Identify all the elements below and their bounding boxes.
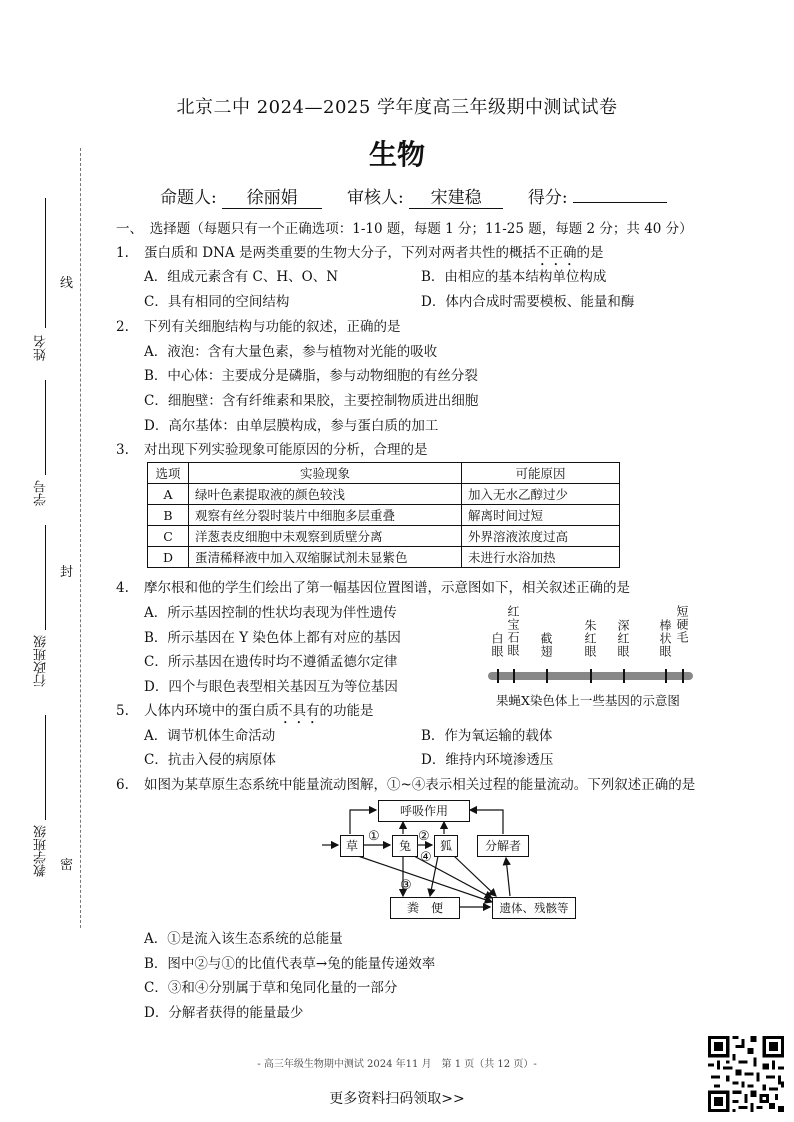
flow-label-2: ② [418, 829, 430, 844]
rabbit-box: 兔 [392, 835, 418, 857]
q6-option-c[interactable]: C．③和④分别属于草和兔同化量的一部分 [144, 980, 398, 996]
binding-mark-seal: 封 [60, 565, 74, 580]
flow-label-4: ④ [420, 850, 432, 865]
q5-option-d[interactable]: D．维持内环境渗透压 [421, 752, 554, 768]
score-label: 得分: [527, 188, 568, 208]
page-footer: - 高三年级生物期中测试 2024 年11 月 第 1 页（共 12 页）- [257, 1059, 537, 1070]
feces-box: 粪 便 [390, 897, 460, 919]
energy-flow-diagram [320, 798, 590, 920]
table-cell: 蛋清稀释液中加入双缩脲试剂未显紫色 [189, 547, 462, 568]
name-label: 姓名 [34, 335, 49, 361]
table-header-row [148, 463, 620, 484]
qr-code-icon[interactable] [708, 1034, 784, 1114]
q2-stem [116, 315, 401, 335]
table-cell: D [148, 547, 189, 568]
q2-option-c[interactable]: C．细胞壁：含有纤维素和果胶，主要控制物质进出细胞 [144, 393, 479, 409]
q4-option-b[interactable]: B．所示基因在 Y 染色体上都有对应的基因 [144, 630, 401, 646]
q3-number: 3. [116, 442, 129, 458]
q5-option-a[interactable]: A．调节机体生命活动 [144, 728, 276, 744]
name-fill-line[interactable] [45, 198, 46, 328]
teach-class-fill-line[interactable] [45, 715, 46, 820]
q2-option-b[interactable]: B．中心体：主要成分是磷脂，参与动物细胞的有丝分裂 [144, 368, 478, 384]
q6-option-d[interactable]: D．分解者获得的能量最少 [144, 1005, 304, 1021]
table-cell: 外界溶液浓度过高 [462, 526, 620, 547]
table-row [148, 526, 620, 547]
setter-label: 命题人: [160, 188, 217, 208]
admin-class-label: 行政班级 [34, 635, 49, 687]
q5-stem [116, 699, 374, 727]
q1-emphasis: 不正确 [535, 245, 577, 261]
q1-number: 1. [116, 245, 129, 261]
table-cell: B [148, 505, 189, 526]
subject-title: 生物 [368, 138, 425, 171]
chromosome-diagram [486, 600, 696, 710]
q2-option-a[interactable]: A．液泡：含有大量色素，参与植物对光能的吸收 [144, 344, 438, 360]
gene-label: 深红眼 [616, 619, 630, 658]
q5-option-c[interactable]: C．抗击入侵的病原体 [144, 752, 276, 768]
respiration-box: 呼吸作用 [378, 800, 470, 822]
decomposer-box: 分解者 [477, 835, 529, 857]
table-cell: A [148, 484, 189, 505]
reviewer-name: 宋建稳 [409, 183, 503, 209]
q4-stem-text: 摩尔根和他的学生们绘出了第一幅基因位置图谱，示意图如下，相关叙述正确的是 [144, 580, 630, 596]
q3-stem-text: 对出现下列实验现象可能原因的分析，合理的是 [144, 442, 428, 458]
admin-class-fill-line[interactable] [45, 525, 46, 630]
q6-stem [116, 773, 695, 793]
flow-label-3: ③ [400, 878, 412, 893]
setter-name: 徐丽娟 [222, 183, 322, 209]
table-cell: 加入无水乙醇过少 [462, 484, 620, 505]
gene-label: 截翅 [539, 632, 553, 658]
flow-label-1: ① [368, 829, 380, 844]
gene-label: 短硬毛 [675, 605, 689, 644]
q1-option-a[interactable]: A．组成元素含有 C、H、O、N [144, 269, 339, 285]
fox-box: 狐 [434, 835, 458, 857]
q1-stem-text: 蛋白质和 DNA 是两类重要的生物大分子，下列对两者共性的概括 [144, 245, 536, 261]
gene-locus-mark [665, 669, 667, 683]
q1-option-d[interactable]: D．体内合成时需要模板、能量和酶 [421, 294, 635, 310]
more-resources-link[interactable]: 更多资料扫码领取>> [329, 1091, 465, 1107]
q4-stem [116, 576, 630, 596]
gene-label: 红宝石眼 [506, 605, 520, 657]
table-header: 可能原因 [462, 463, 620, 484]
remains-box: 遗体、残骸等 [492, 897, 576, 919]
q5-emphasis: 不具有 [279, 703, 320, 719]
binding-mark-secret: 密 [60, 858, 74, 873]
teach-class-label: 教学班级 [34, 825, 49, 877]
q2-number: 2. [116, 319, 129, 335]
gene-locus-mark [590, 669, 592, 683]
reviewer-label: 审核人: [346, 188, 404, 208]
q4-option-c[interactable]: C．所示基因在遗传时均不遵循孟德尔定律 [144, 654, 398, 670]
table-cell: C [148, 526, 189, 547]
exam-title: 北京二中 2024—2025 学年度高三年级期中测试试卷 [176, 97, 618, 118]
q1-option-b[interactable]: B．由相应的基本结构单位构成 [421, 269, 607, 285]
q4-number: 4. [116, 580, 129, 596]
gene-locus-mark [682, 669, 684, 683]
q1-stem-end: 的是 [576, 245, 604, 261]
q2-stem-text: 下列有关细胞结构与功能的叙述，正确的是 [144, 319, 401, 335]
table-row [148, 484, 620, 505]
gene-locus-mark [497, 669, 499, 683]
gene-locus-mark [546, 669, 548, 683]
score-field[interactable] [573, 202, 667, 203]
q5-option-b[interactable]: B．作为氧运输的载体 [421, 728, 553, 744]
binding-mark-line: 线 [60, 276, 74, 291]
table-cell: 洋葱表皮细胞中未观察到质壁分离 [189, 526, 462, 547]
grass-box: 草 [340, 835, 364, 857]
diagram-caption: 果蝇X染色体上一些基因的示意图 [496, 693, 680, 708]
q4-option-d[interactable]: D．四个与眼色表型相关基因互为等位基因 [144, 679, 398, 695]
table-header: 选项 [148, 463, 189, 484]
q3-stem [116, 438, 428, 458]
q4-option-a[interactable]: A．所示基因控制的性状均表现为伴性遗传 [144, 605, 397, 621]
id-fill-line[interactable] [45, 380, 46, 475]
table-row [148, 547, 620, 568]
section-heading: 一、 选择题（每题只有一个正确选项：1-10 题，每题 1 分；11-25 题，每题 2 分；共 40 分） [116, 221, 693, 237]
q1-option-c[interactable]: C．具有相同的空间结构 [144, 294, 290, 310]
q2-option-d[interactable]: D．高尔基体：由单层膜构成，参与蛋白质的加工 [144, 418, 439, 434]
gene-locus-mark [623, 669, 625, 683]
table-header: 实验现象 [189, 463, 462, 484]
authors-line [160, 183, 667, 209]
q6-number: 6. [116, 777, 129, 793]
gene-label: 白眼 [490, 632, 504, 658]
q5-stem-end: 的功能是 [319, 703, 374, 719]
binding-dashed-line [80, 148, 81, 928]
table-row [148, 505, 620, 526]
q6-option-b[interactable]: B．图中②与①的比值代表草→兔的能量传递效率 [144, 956, 436, 972]
id-label: 学号 [34, 480, 49, 506]
table-cell: 解离时间过短 [462, 505, 620, 526]
gene-locus-mark [513, 669, 515, 683]
q6-stem-text: 如图为某草原生态系统中能量流动图解，①~④表示相关过程的能量流动。下列叙述正确的是 [144, 777, 696, 793]
q3-table [147, 462, 620, 568]
gene-label: 朱红眼 [583, 619, 597, 658]
gene-label: 棒状眼 [658, 619, 672, 658]
q5-stem-text: 人体内环境中的蛋白质 [144, 703, 279, 719]
table-cell: 未进行水浴加热 [462, 547, 620, 568]
q6-option-a[interactable]: A．①是流入该生态系统的总能量 [144, 931, 343, 947]
table-cell: 绿叶色素提取液的颜色较浅 [189, 484, 462, 505]
q5-number: 5. [116, 703, 129, 719]
table-cell: 观察有丝分裂时装片中细胞多层重叠 [189, 505, 462, 526]
